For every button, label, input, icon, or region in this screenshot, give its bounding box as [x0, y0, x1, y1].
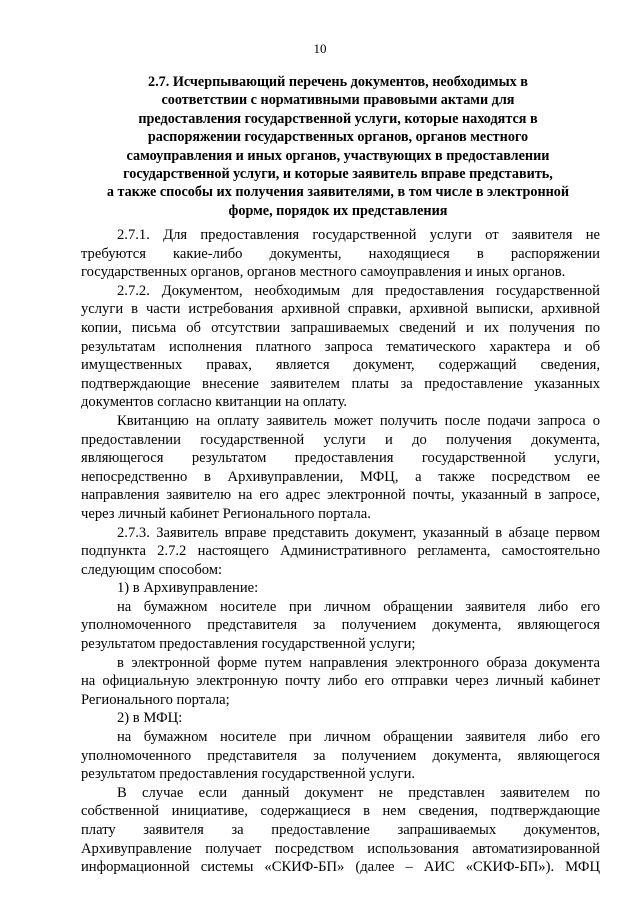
page-number: 10 — [313, 41, 327, 56]
heading-line: а также способы их получения заявителями, в том числе в электронной — [106, 184, 570, 201]
paragraph-line: непосредственно в Архивуправлении, МФЦ, а также посредством ее — [81, 468, 600, 485]
paragraph-line: на бумажном носителе при личном обращении заявителя либо его — [117, 598, 600, 615]
paragraph-line: 1) в Архивуправление: — [117, 580, 259, 597]
paragraph-line: уполномоченного представителя за получением документа, являющегося — [81, 617, 600, 634]
paragraph-line: услуги в части истребования архивной справки, архивной выписки, архивной — [81, 301, 600, 318]
heading-line: форме, порядок их представления — [228, 202, 448, 219]
paragraph-line: на бумажном носителе при личном обращении заявителя либо его — [117, 729, 600, 746]
paragraph-line: результатам исполнения платного запроса тематического характера и об — [81, 338, 600, 355]
paragraph-line: 2.7.3. Заявитель вправе представить документ, указанный в абзаце первом — [117, 524, 600, 541]
paragraph-line: собственной инициативе, содержащиеся в нем сведения, подтверждающие — [81, 803, 600, 820]
paragraph-line: требуются какие-либо документы, находящиеся в распоряжении — [81, 245, 600, 262]
paragraph-line: имущественных правах, является документ, содержащий сведения, — [81, 357, 600, 374]
paragraph-line: подпункта 2.7.2 настоящего Административного регламента, самостоятельно — [81, 543, 600, 560]
paragraph-line: подтверждающие внесение заявителем платы за предоставление указанных — [81, 375, 600, 392]
paragraph-line: на официальную электронную почту либо его отправки через личный кабинет — [81, 673, 600, 690]
heading-line: распоряжении государственных органов, органов местного — [147, 129, 529, 146]
paragraph-line: являющегося результатом предоставления государственной услуги, — [81, 450, 600, 467]
paragraph-line: плату заявителя за предоставление запрашиваемых документов, — [81, 822, 600, 838]
paragraph-line: государственных органов, органов местного самоуправления и иных органов. — [81, 264, 566, 281]
paragraph-line: 2.7.2. Документом, необходимым для предоставления государственной — [117, 282, 600, 299]
heading-line: самоуправления и иных органов, участвующих в предоставлении — [126, 147, 550, 164]
paragraph-line: через личный кабинет Регионального портала. — [81, 505, 371, 522]
paragraph-line: Регионального портала; — [81, 691, 230, 708]
paragraph-line: 2.7.1. Для предоставления государственной услуги от заявителя не — [117, 227, 600, 243]
heading-line: государственной услуги, и которые заявитель вправе представить, — [123, 166, 553, 183]
heading-line: соответствии с нормативными правовыми актами для — [161, 92, 515, 109]
paragraph-line: результатом предоставления государственной услуги; — [81, 636, 416, 653]
paragraph-line: результатом предоставления государственной услуги. — [81, 766, 416, 783]
paragraph-line: следующим способом: — [81, 561, 223, 578]
paragraph-line: 2) в МФЦ: — [117, 710, 183, 727]
paragraph-line: в электронной форме путем направления электронного образа документа — [117, 654, 600, 671]
paragraph-line: документов согласно квитанции на оплату. — [81, 394, 348, 411]
paragraph-line: Квитанцию на оплату заявитель может получить после подачи запроса о — [117, 412, 600, 429]
paragraph-line: копии, письма об отсутствии запрашиваемых сведений и их получения по — [81, 319, 600, 336]
paragraph-line: информационной системы «СКИФ-БП» (далее – АИС «СКИФ-БП»). МФЦ — [81, 859, 600, 876]
paragraph-line: направления заявителю на его адрес электронной почты, указанный в запросе, — [81, 487, 600, 504]
document-body — [81, 226, 600, 877]
heading-line: 2.7. Исчерпывающий перечень документов, необходимых в — [148, 74, 528, 90]
paragraph-line: уполномоченного представителя за получением документа, являющегося — [81, 747, 600, 764]
paragraph-line: Архивуправление получает посредством использования автоматизированной — [81, 840, 600, 857]
heading-line: предоставления государственной услуги, которые находятся в — [138, 110, 538, 127]
section-heading — [88, 73, 588, 220]
paragraph-line: В случае если данный документ не представлен заявителем по — [117, 784, 600, 801]
paragraph-line: предоставлении государственной услуги и до получения документа, — [81, 431, 600, 448]
